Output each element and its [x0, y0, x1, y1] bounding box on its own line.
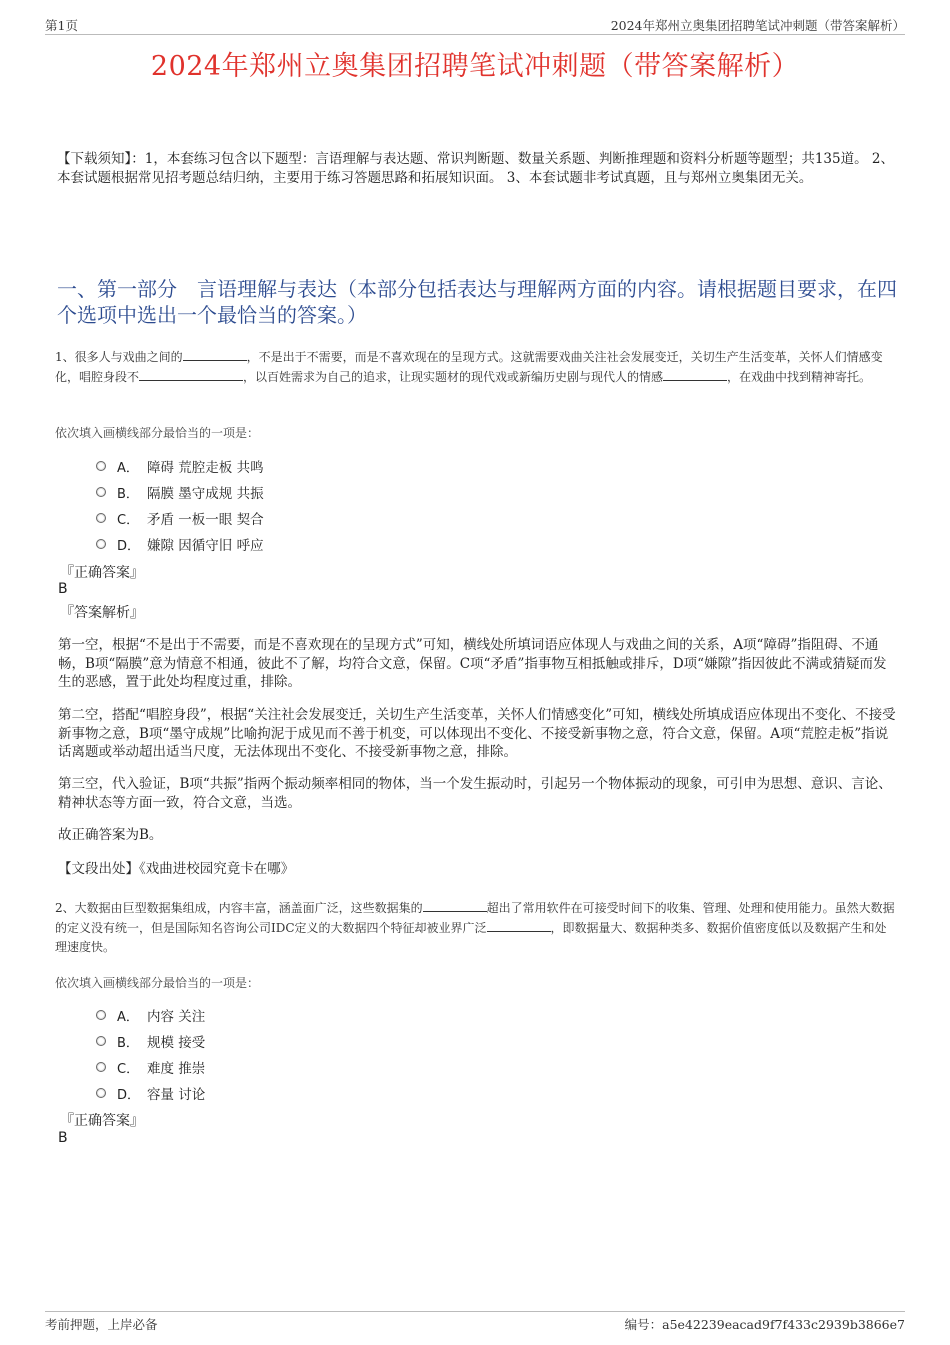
radio-button-icon[interactable] [96, 1088, 106, 1098]
radio-button-icon[interactable] [96, 1036, 106, 1046]
radio-button-icon[interactable] [96, 1062, 106, 1072]
footer-doc-id: 编号：a5e42239eacad9f7f433c2939b3866e7 [624, 1317, 905, 1332]
option-text: 嫌隙 因循守旧 呼应 [147, 538, 264, 554]
page-footer [45, 1311, 905, 1334]
q1-prompt: 依次填入画横线部分最恰当的一项是： [55, 426, 260, 440]
q1-analysis-paragraph-2: 第二空，搭配“唱腔身段”，根据“关注社会发展变迁，关切生产生活变革，关怀人们情感变化”可知，横线处所填成语应体现出不变化、不接受新事物之意，B项“墨守成规”比喻拘泥于成见而不善于机变，可以体现出不变化、不接受新事物之意，符合文意，保留。A项“荒腔走板”指说话离题或举动超出适当尺度，无法体现出不变化、不接受新事物之意，排除。 [58, 707, 896, 760]
q2-option-b[interactable] [96, 1028, 205, 1054]
q1-answer: B [58, 581, 68, 597]
radio-button-icon[interactable] [96, 487, 106, 497]
footer-slogan: 考前押题，上岸必备 [45, 1317, 158, 1332]
download-notice: 【下载须知】：1，本套练习包含以下题型：言语理解与表达题、常识判断题、数量关系题、判断推理题和资料分析题等题型；共135道。 2、本套试题根据常见招考题总结归纳，主要用于练习答题思路和拓展知识面。 3、本套试题非考试真题，且与郑州立奥集团无关。 [57, 151, 894, 186]
option-letter: C． [117, 512, 140, 528]
q1-answer-label: 『正确答案』 [60, 565, 144, 581]
option-letter: A． [117, 1009, 139, 1025]
q2-option-c[interactable] [96, 1054, 205, 1080]
option-text: 容量 讨论 [147, 1087, 206, 1103]
q2-answer-label: 『正确答案』 [60, 1113, 144, 1129]
option-letter: C． [117, 1061, 140, 1077]
q2-text-part-3: ，即数据量大、数据种类多、数据价值密度低以及数据产生和处理速度快。 [55, 921, 887, 954]
q2-option-a[interactable] [96, 1002, 205, 1028]
radio-button-icon[interactable] [96, 539, 106, 549]
q1-blank-2 [139, 367, 243, 381]
q2-text-part-1: 2、大数据由巨型数据集组成，内容丰富，涵盖面广泛，这些数据集的 [55, 901, 423, 915]
q2-blank-1 [423, 898, 487, 912]
q2-answer: B [58, 1130, 68, 1146]
q1-text-part-4: ，在戏曲中找到精神寄托。 [727, 370, 872, 384]
radio-button-icon[interactable] [96, 1010, 106, 1020]
q1-analysis-paragraph-3: 第三空，代入验证，B项“共振”指两个振动频率相同的物体，当一个发生振动时，引起另一个物体振动的现象，可引申为思想、意识、言论、精神状态等方面一致，符合文意，当选。 [58, 776, 892, 811]
option-text: 矛盾 一板一眼 契合 [147, 512, 264, 528]
q1-blank-3 [663, 367, 727, 381]
q1-text-part-1: 1、很多人与戏曲之间的 [55, 350, 183, 364]
question-1-stem [55, 347, 898, 387]
q2-option-d[interactable] [96, 1080, 205, 1106]
radio-button-icon[interactable] [96, 513, 106, 523]
q2-blank-2 [487, 918, 551, 932]
option-text: 隔膜 墨守成规 共振 [147, 486, 264, 502]
page-header [45, 14, 905, 35]
q1-options [96, 453, 264, 557]
option-letter: D． [117, 538, 141, 554]
option-text: 障碍 荒腔走板 共鸣 [147, 460, 264, 476]
option-letter: A． [117, 460, 139, 476]
q1-option-c[interactable] [96, 505, 264, 531]
q1-analysis-conclusion: 故正确答案为B。 [58, 827, 163, 843]
document-title: 2024年郑州立奥集团招聘笔试冲刺题（带答案解析） [150, 51, 800, 82]
q2-options [96, 1002, 205, 1106]
option-letter: B． [117, 1035, 139, 1051]
option-text: 内容 关注 [147, 1009, 206, 1025]
header-doc-title: 2024年郑州立奥集团招聘笔试冲刺题（带答案解析） [610, 18, 905, 33]
q1-analysis-label: 『答案解析』 [60, 605, 144, 621]
q1-text-part-3: ，以百姓需求为自己的追求，让现实题材的现代戏或新编历史剧与现代人的情感 [243, 370, 664, 384]
section-heading: 一、第一部分 言语理解与表达（本部分包括表达与理解两方面的内容。请根据题目要求，在四个选项中选出一个最恰当的答案。） [57, 277, 897, 327]
q2-prompt: 依次填入画横线部分最恰当的一项是： [55, 976, 260, 990]
option-letter: D． [117, 1087, 141, 1103]
option-text: 规模 接受 [147, 1035, 206, 1051]
q1-option-d[interactable] [96, 531, 264, 557]
radio-button-icon[interactable] [96, 461, 106, 471]
q1-option-a[interactable] [96, 453, 264, 479]
q2-text-part-2: 超出了常用软件在可接受时间下的收集、管理、处理和使用能力。虽然大数据的定义没有统一，但是国际知名咨询公司IDC定义的大数据四个特征却被业界广泛 [55, 901, 895, 935]
option-letter: B． [117, 486, 139, 502]
question-2-stem [55, 898, 898, 957]
q1-option-b[interactable] [96, 479, 264, 505]
page-number: 第1页 [45, 18, 78, 33]
q1-text-part-2: ，不是出于不需要，而是不喜欢现在的呈现方式。这就需要戏曲关注社会发展变迁，关切生产生活变革，关怀人们情感变化，唱腔身段不 [55, 350, 883, 384]
q1-analysis-paragraph-1: 第一空，根据“不是出于不需要，而是不喜欢现在的呈现方式”可知，横线处所填词语应体现人与戏曲之间的关系，A项“障碍”指阻碍、不通畅，B项“隔膜”意为情意不相通，彼此不了解，均符合文意，保留。C项“矛盾”指事物互相抵触或排斥，D项“嫌隙”指因彼此不满或猜疑而发生的恶感，置于此处均程度过重，排除。 [58, 637, 887, 690]
q1-blank-1 [183, 347, 247, 361]
q1-source: 【文段出处】《戏曲进校园究竟卡在哪》 [58, 861, 295, 877]
option-text: 难度 推崇 [147, 1061, 206, 1077]
